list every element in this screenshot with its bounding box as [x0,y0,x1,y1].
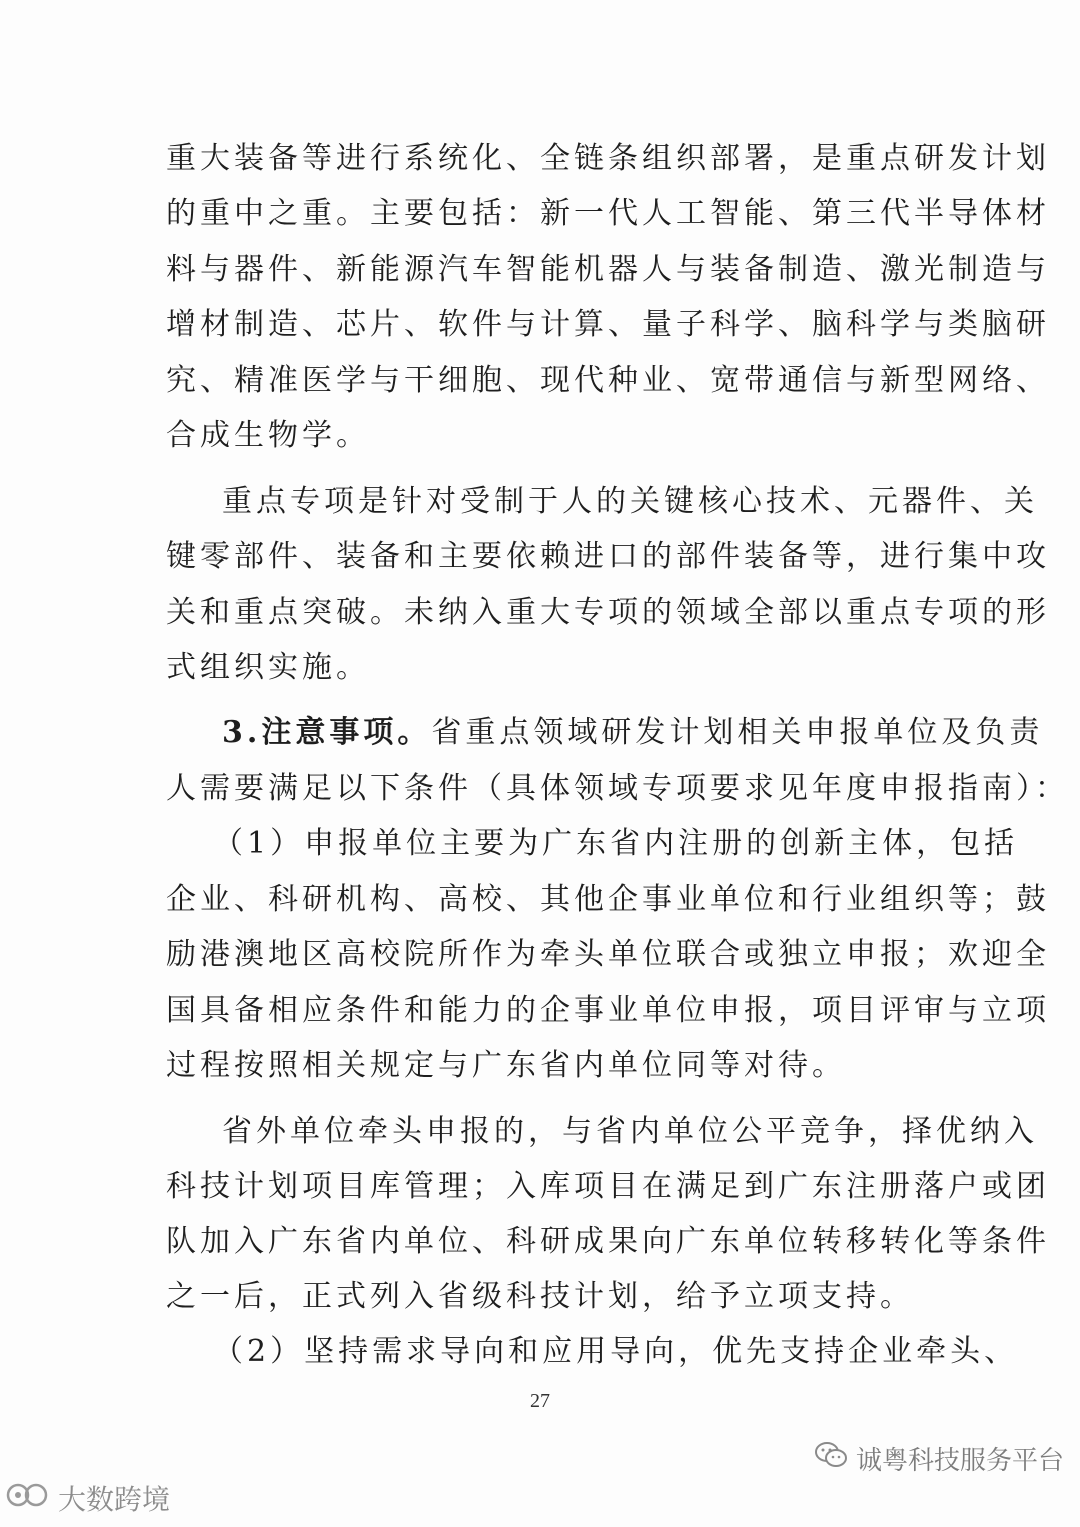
text-line: 之一后，正式列入省级科技计划，给予立项支持。 [166,1279,914,1314]
text-line: 队加入广东省内单位、科研成果向广东单位转移转化等条件 [166,1224,1050,1259]
text-line: 增材制造、芯片、软件与计算、量子科学、脑科学与类脑研 [166,307,1050,342]
text-line: 料与器件、新能源汽车智能机器人与装备制造、激光制造与 [166,252,1050,287]
watermark-left [6,1478,170,1518]
text-line: 过程按照相关规定与广东省内单位同等对待。 [166,1048,846,1083]
page-number: 27 [530,1390,550,1412]
text-line: 科技计划项目库管理；入库项目在满足到广东注册落户或团 [166,1169,1050,1204]
section-line [222,713,1044,753]
text-line: 合成生物学。 [166,418,370,453]
text-line: 究、精准医学与干细胞、现代种业、宽带通信与新型网络、 [166,363,1050,398]
wechat-icon [814,1441,848,1476]
text-line: 企业、科研机构、高校、其他企事业单位和行业组织等；鼓 [166,882,1050,917]
section-text: 省重点领域研发计划相关申报单位及负责 [431,715,1044,750]
text-line: 式组织实施。 [166,650,370,685]
text-line: 的重中之重。主要包括：新一代人工智能、第三代半导体材 [166,196,1050,231]
watermark-left-text: 大数跨境 [58,1483,171,1516]
text-line: 国具备相应条件和能力的企事业单位申报，项目评审与立项 [166,993,1050,1028]
text-line: 励港澳地区高校院所作为牵头单位联合或独立申报；欢迎全 [166,937,1050,972]
text-line: 关和重点突破。未纳入重大专项的领域全部以重点专项的形 [166,595,1050,630]
text-line: 省外单位牵头申报的，与省内单位公平竞争，择优纳入 [222,1114,1038,1149]
logo-icon [6,1480,52,1517]
watermark-right-text: 诚粤科技服务平台 [855,1445,1064,1476]
text-line: （1）申报单位主要为广东省内注册的创新主体，包括 [213,826,1019,861]
section-heading: 3.注意事项。 [222,715,432,750]
text-line: 重大装备等进行系统化、全链条组织部署，是重点研发计划 [166,141,1050,176]
text-line: 重点专项是针对受制于人的关键核心技术、元器件、关 [222,484,1038,519]
text-line: 人需要满足以下条件（具体领域专项要求见年度申报指南）： [166,771,1069,806]
watermark-right [814,1438,1064,1478]
text-line: （2）坚持需求导向和应用导向，优先支持企业牵头、 [213,1334,1019,1369]
text-line: 键零部件、装备和主要依赖进口的部件装备等，进行集中攻 [166,539,1050,574]
